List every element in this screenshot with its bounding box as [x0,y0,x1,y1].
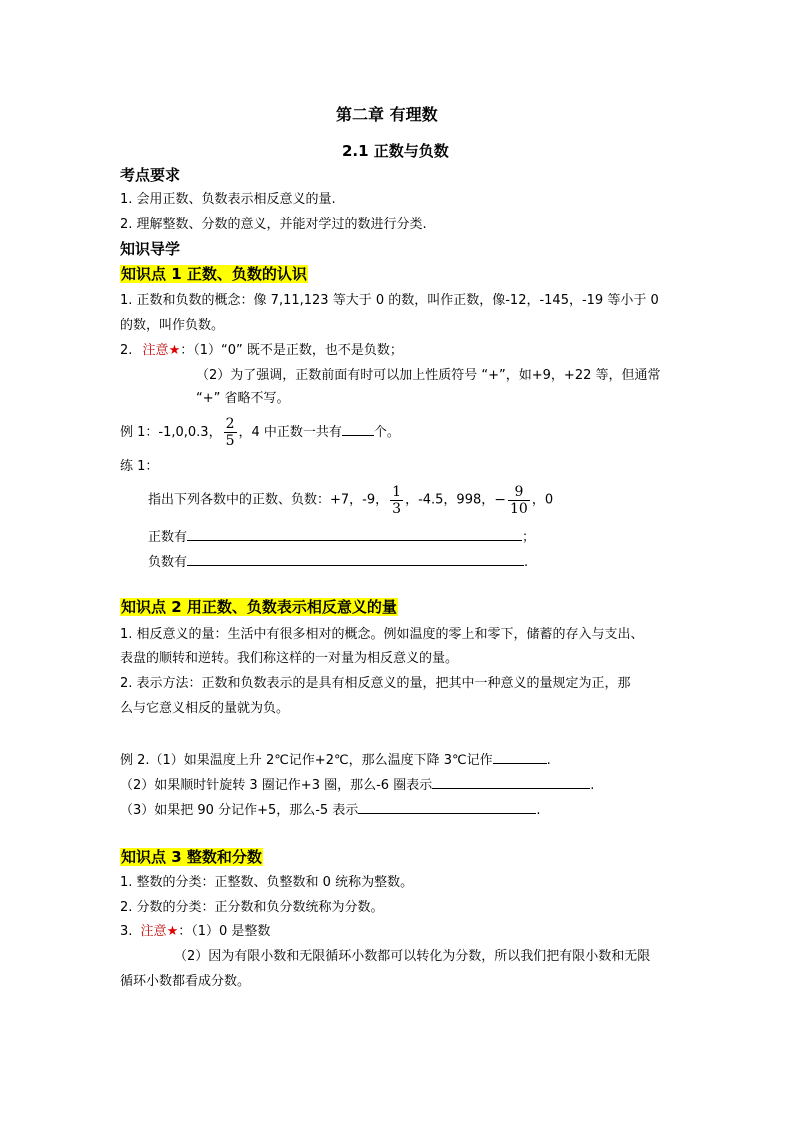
star-icon: ★ [166,924,179,939]
kp3-note-label: 注意 [140,924,167,939]
positive-label: 正数有 [148,530,188,545]
kp1-note-line-3: “+” 省略不写。 [196,391,290,406]
practice-1-middle: ，-4.5，998， [405,492,495,508]
fraction-denominator: 5 [225,433,235,449]
example-2-text-1: 例 2.（1）如果温度上升 2℃记作+2℃，那么温度下降 3℃记作 [120,753,493,768]
kp3-item-2: 2. 分数的分类：正分数和负分数统称为分数。 [120,900,384,915]
kp2-item-2-line-1: 2. 表示方法：正数和负数表示的是具有相反意义的量，把其中一种意义的量规定为正，那 [120,676,631,691]
positive-end: ； [522,530,536,545]
kp2-item-2-line-2: 么与它意义相反的量就为负。 [120,701,290,716]
kp1-concept-line-2: 的数，叫作负数。 [120,318,225,333]
positive-answer-blank[interactable] [187,526,522,541]
kp3-heading [120,848,263,868]
kp2-title: 知识点 2 用正数、负数表示相反意义的量 [121,598,397,616]
kp3-note-line-3: 循环小数都看成分数。 [120,974,251,989]
example-1-prefix: 例 1：-1,0,0.3， [120,425,222,440]
requirement-item-2: 2. 理解整数、分数的意义，并能对学过的数进行分类. [120,217,427,232]
example-2-part-1 [120,749,551,770]
practice-1-prompt [148,480,553,521]
positive-answer-line [148,526,535,547]
example-1 [120,413,400,453]
practice-1-suffix: ，0 [531,492,554,508]
example-1-answer-blank[interactable] [342,421,374,436]
example-2-part-2 [120,774,594,795]
kp1-concept-line-1: 1. 正数和负数的概念：像 7,11,123 等大于 0 的数，叫作正数，像-12，-145，-19 等小于 0 [120,293,659,308]
example-2-blank-3[interactable] [358,799,536,814]
requirement-item-1: 1. 会用正数、负数表示相反意义的量. [120,192,336,207]
kp3-title: 知识点 3 整数和分数 [121,848,262,866]
kp3-note-line-2: （2）因为有限小数和无限循环小数都可以转化为分数，所以我们把有限小数和无限 [174,949,651,964]
fraction-two-fifths [224,416,237,449]
negative-answer-blank[interactable] [187,551,524,566]
section-title: 2.1 正数与负数 [342,142,449,160]
example-2-blank-1[interactable] [493,749,547,764]
kp1-note-line-1 [120,342,403,360]
chapter-title: 第二章 有理数 [336,105,438,124]
example-1-end: 个。 [373,425,400,440]
kp1-heading [120,265,308,285]
negative-sign: − [494,492,506,508]
kp2-item-1-line-2: 表盘的顺转和逆转。我们称这样的一对量为相反意义的量。 [120,651,459,666]
kp3-note-number: 3. [120,924,133,939]
kp1-note-label: 注意 [142,343,169,358]
example-2-text-3: （3）如果把 90 分记作+5，那么-5 表示 [120,803,359,818]
fraction-numerator: 1 [392,483,402,500]
kp1-note-line-2: （2）为了强调，正数前面有时可以加上性质符号 “+”，如+9，+22 等，但通常 [196,368,661,383]
example-2-text-2: （2）如果顺时针旋转 3 圈记作+3 圈，那么-6 圈表示 [120,778,433,793]
practice-1-prefix: 指出下列各数中的正数、负数：+7，-9， [148,492,389,508]
kp1-note-number: 2. [120,343,133,358]
fraction-one-third [390,484,403,517]
example-2-part-3 [120,799,540,820]
kp3-item-1: 1. 整数的分类：正整数、负整数和 0 统称为整数。 [120,875,414,890]
negative-label: 负数有 [148,555,188,570]
fraction-nine-tenths [508,484,530,517]
fraction-denominator: 3 [392,500,402,517]
fraction-numerator: 9 [514,483,524,500]
negative-end: . [524,555,529,570]
example-2-end-3: . [536,803,541,818]
negative-answer-line [148,551,528,572]
fraction-numerator: 2 [225,416,235,432]
practice-1-label: 练 1： [120,459,159,474]
guide-heading: 知识导学 [120,240,181,258]
kp2-item-1-line-1: 1. 相反意义的量：生活中有很多相对的概念。例如温度的零上和零下，储蓄的存入与支出、 [120,627,644,642]
requirements-heading: 考点要求 [120,166,181,184]
fraction-denominator: 10 [509,500,528,517]
kp3-note-text-1: ：（1）0 是整数 [178,924,271,939]
star-icon: ★ [168,343,181,358]
kp3-note-line-1 [120,923,270,941]
example-2-end-2: . [590,778,595,793]
kp1-title: 知识点 1 正数、负数的认识 [121,265,307,283]
example-2-end-1: . [546,753,551,768]
kp1-note-text-1: ：（1）“0” 既不是正数，也不是负数； [180,343,403,358]
example-2-blank-2[interactable] [432,774,590,789]
kp2-heading [120,598,398,618]
example-1-suffix: ，4 中正数一共有 [238,425,342,440]
